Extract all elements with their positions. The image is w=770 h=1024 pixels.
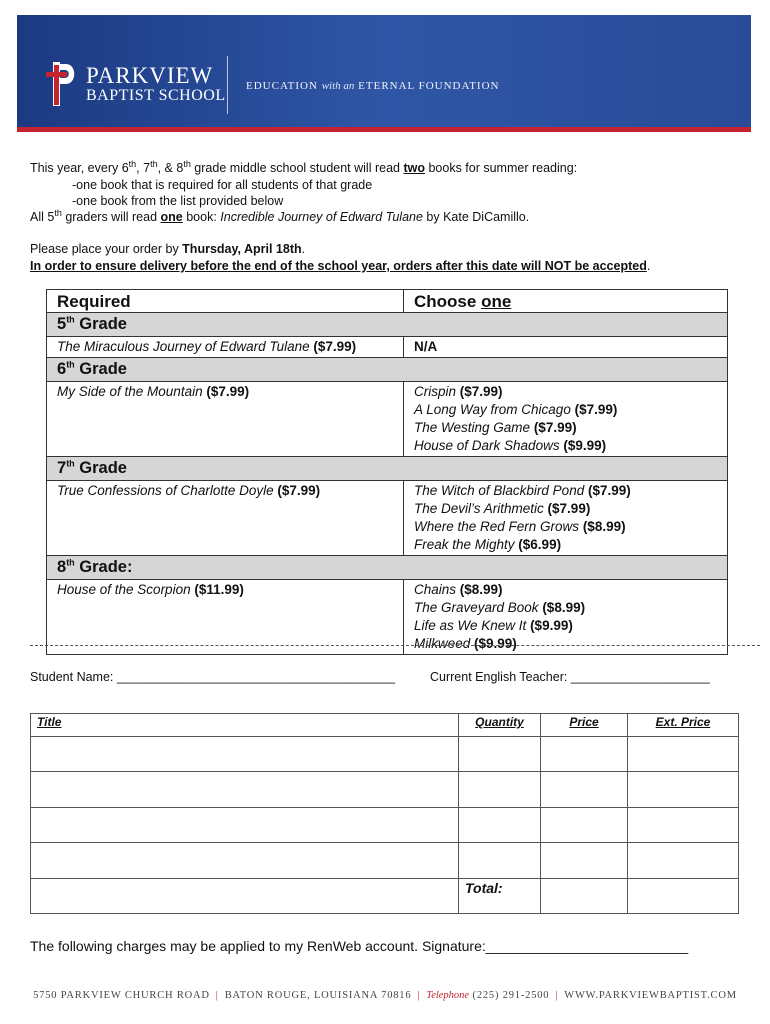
choice-book: A Long Way from Chicago ($7.99) [414, 402, 618, 417]
grade-8-books [47, 580, 728, 655]
choice-book: Freak the Mighty ($6.99) [414, 537, 562, 552]
choice-book: The Witch of Blackbird Pond ($7.99) [414, 483, 631, 498]
grade-6-row: 6th Grade [47, 358, 728, 382]
choice-book: Milkweed ($9.99) [414, 636, 517, 651]
total-row [31, 879, 739, 914]
cut-line [30, 645, 760, 646]
order-table [30, 713, 739, 914]
intro-bullet-2: -one book from the list provided below [72, 194, 284, 208]
grade-5-row: 5th Grade [47, 313, 728, 337]
brand-subname: BAPTIST SCHOOL [86, 87, 226, 104]
price-header: Price [541, 714, 628, 737]
book-list-table [46, 289, 728, 655]
order-table-header [31, 714, 739, 737]
order-row [31, 808, 739, 843]
order-warning: In order to ensure delivery before the end of the school year, orders after this date will NOT be accepted. [30, 259, 651, 273]
signature-line[interactable]: The following charges may be applied to my RenWeb account. Signature:__________________________ [30, 938, 689, 954]
intro-bullet-1: -one book that is required for all students of that grade [72, 178, 373, 192]
choice-na: N/A [414, 339, 438, 354]
intro-line-1: This year, every 6th, 7th, & 8th grade middle school student will read two books for summer reading: [30, 158, 578, 175]
school-logo-icon [44, 60, 80, 108]
grade-8-row: 8th Grade: [47, 556, 728, 580]
grade-6-books [47, 382, 728, 457]
choice-book: Crispin ($7.99) [414, 384, 503, 399]
choice-book: The Westing Game ($7.99) [414, 420, 577, 435]
quantity-header: Quantity [459, 714, 541, 737]
grade-7-books [47, 481, 728, 556]
required-book: My Side of the Mountain ($7.99) [57, 384, 250, 399]
order-deadline: Please place your order by Thursday, April 18th. [30, 242, 306, 256]
ext-price-header: Ext. Price [628, 714, 739, 737]
total-label: Total: [459, 879, 541, 914]
student-name-field[interactable]: Student Name: ________________________________________ [30, 670, 395, 684]
teacher-field[interactable]: Current English Teacher: ____________________ [430, 670, 710, 684]
footer-contact: 5750 PARKVIEW CHURCH ROAD | BATON ROUGE, LOUISIANA 70816 | Telephone (225) 291-2500 | WWW.PARKVIEWBAPTIST.COM [33, 990, 737, 1001]
title-header: Title [31, 714, 459, 737]
grade-5-books [47, 337, 728, 358]
order-row [31, 772, 739, 808]
grade-7-row: 7th Grade [47, 457, 728, 481]
order-row [31, 843, 739, 879]
choice-book: Where the Red Fern Grows ($8.99) [414, 519, 626, 534]
brand-name: PARKVIEW [86, 63, 214, 88]
choice-book: The Devil’s Arithmetic ($7.99) [414, 501, 591, 516]
required-header: Required [47, 290, 404, 313]
tagline: EDUCATION with an ETERNAL FOUNDATION [246, 80, 500, 92]
header-divider [227, 56, 228, 114]
required-book: The Miraculous Journey of Edward Tulane ($7.99) [57, 339, 357, 354]
order-row [31, 737, 739, 772]
required-book: True Confessions of Charlotte Doyle ($7.99) [57, 483, 321, 498]
choice-book: House of Dark Shadows ($9.99) [414, 438, 607, 453]
required-book: House of the Scorpion ($11.99) [57, 582, 244, 597]
choice-book: Chains ($8.99) [414, 582, 503, 597]
intro-line-4: All 5th graders will read one book: Incredible Journey of Edward Tulane by Kate DiCamillo. [30, 207, 530, 224]
choice-book: Life as We Knew It ($9.99) [414, 618, 573, 633]
choice-book: The Graveyard Book ($8.99) [414, 600, 586, 615]
choose-header: Choose one [404, 290, 728, 313]
book-table-header [47, 290, 728, 313]
